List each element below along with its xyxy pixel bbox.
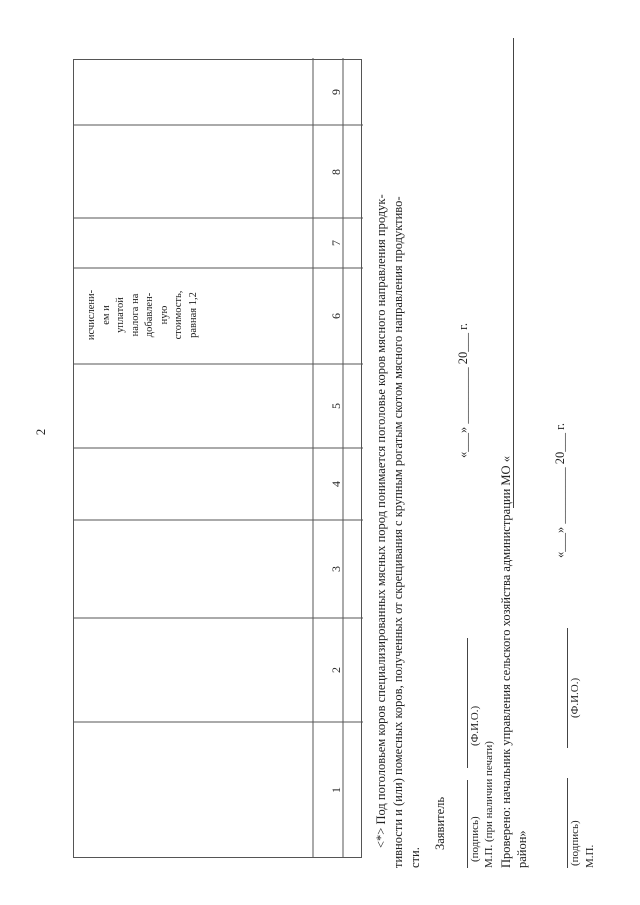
applicant-name-line xyxy=(467,638,468,768)
verified-text: Проверено: начальник управления сельского хозяйства администрации МО « xyxy=(499,456,513,868)
column-number: 8 xyxy=(329,169,343,175)
note-line: ем и xyxy=(100,305,112,325)
verified-district: район» xyxy=(515,830,529,868)
footnote-line-3: сти. xyxy=(408,847,422,868)
verified-date: «___» _________ 20___ г. xyxy=(553,423,567,558)
note-line: налога на xyxy=(129,293,141,337)
note-line: исчислени- xyxy=(86,289,97,341)
note-line: ную xyxy=(158,305,170,325)
applicant-stamp: М.П. (при наличии печати) xyxy=(483,741,495,868)
applicant-label: Заявитель xyxy=(433,796,447,850)
verified-name-caption: (Ф.И.О.) xyxy=(569,677,581,718)
footnote-line-1: <*> Под поголовьем коров специализированных мясных пород понимается поголовье коров мясного направления продук- xyxy=(374,194,388,848)
column-number: 4 xyxy=(329,481,343,487)
note-line: уплатой xyxy=(115,297,126,333)
column-number: 6 xyxy=(329,313,343,319)
note-line: добавлен- xyxy=(144,292,155,338)
rotated-document xyxy=(13,18,623,878)
table-grid xyxy=(73,58,363,858)
applicant-date: «___» _________ 20___ г. xyxy=(456,323,470,458)
column-6-note xyxy=(85,270,201,360)
district-name-line xyxy=(513,38,514,508)
applicant-signature-caption: (подпись) xyxy=(469,816,481,862)
verified-signature-caption: (подпись) xyxy=(569,820,581,866)
column-number: 7 xyxy=(329,240,343,246)
verified-name-line xyxy=(567,628,568,748)
column-number: 5 xyxy=(329,403,343,409)
column-number: 2 xyxy=(329,667,343,673)
verified-signature-line xyxy=(567,778,568,868)
note-line: равная 1,2 xyxy=(187,292,199,338)
verified-stamp: М.П. xyxy=(584,844,596,868)
column-number: 9 xyxy=(329,89,343,95)
column-number: 1 xyxy=(329,787,343,793)
data-table xyxy=(73,58,363,858)
note-line: стоимость, xyxy=(173,290,184,340)
applicant-signature-line xyxy=(467,780,468,868)
applicant-name-caption: (Ф.И.О.) xyxy=(469,705,481,746)
column-number: 3 xyxy=(329,566,343,572)
footnote-line-2: тивности и (или) помесных коров, полученных от скрещивания с крупным рогатым скотом мясного направления продуктиво- xyxy=(391,196,405,868)
page-number: 2 xyxy=(33,428,48,436)
